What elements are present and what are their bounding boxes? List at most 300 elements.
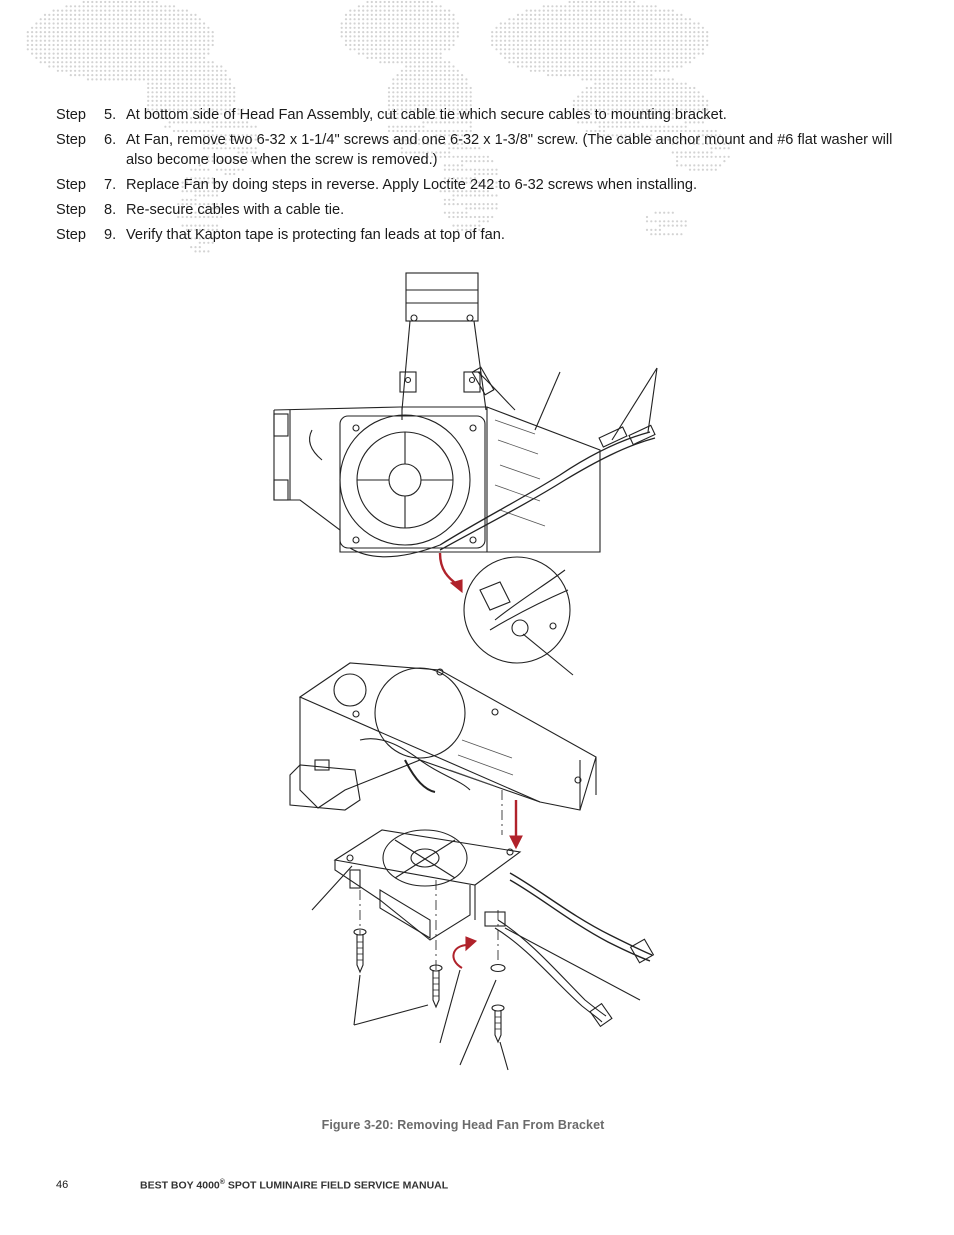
map-dot [586, 10, 588, 12]
map-dot [169, 87, 171, 89]
map-dot [130, 48, 132, 50]
map-dot [427, 83, 429, 85]
map-dot [569, 57, 571, 59]
map-dot [61, 22, 63, 24]
map-dot [164, 83, 166, 85]
map-dot [388, 18, 390, 20]
map-dot [427, 27, 429, 29]
map-dot [676, 96, 678, 98]
map-dot [134, 74, 136, 76]
map-dot [607, 65, 609, 67]
map-dot [100, 22, 102, 24]
map-dot [229, 96, 231, 98]
map-dot [130, 53, 132, 55]
map-dot [78, 74, 80, 76]
map-dot [194, 48, 196, 50]
map-dot [53, 35, 55, 37]
map-dot [581, 61, 583, 63]
map-dot [113, 48, 115, 50]
map-dot [500, 22, 502, 24]
map-dot [526, 18, 528, 20]
map-dot [203, 91, 205, 93]
map-dot [685, 83, 687, 85]
map-dot [392, 78, 394, 80]
map-dot [594, 83, 596, 85]
map-dot [177, 70, 179, 72]
map-dot [513, 57, 515, 59]
map-dot [366, 22, 368, 24]
map-dot [379, 53, 381, 55]
map-dot [113, 65, 115, 67]
map-dot [452, 91, 454, 93]
map-dot [113, 53, 115, 55]
map-dot [564, 70, 566, 72]
map-dot [57, 14, 59, 16]
map-dot [581, 27, 583, 29]
map-dot [435, 53, 437, 55]
map-dot [164, 14, 166, 16]
map-dot [397, 1, 399, 3]
map-dot [83, 10, 85, 12]
map-dot [620, 10, 622, 12]
map-dot [612, 5, 614, 7]
map-dot [698, 35, 700, 37]
map-dot [612, 14, 614, 16]
map-dot [388, 91, 390, 93]
map-dot [418, 48, 420, 50]
map-dot [87, 27, 89, 29]
map-dot [435, 18, 437, 20]
map-dot [31, 48, 33, 50]
map-dot [203, 78, 205, 80]
map-dot [427, 10, 429, 12]
map-dot [629, 14, 631, 16]
map-dot [113, 22, 115, 24]
map-dot [164, 48, 166, 50]
map-dot [624, 5, 626, 7]
map-dot [182, 48, 184, 50]
map-dot [74, 14, 76, 16]
map-dot [663, 53, 665, 55]
map-dot [564, 61, 566, 63]
map-dot [70, 44, 72, 46]
map-dot [160, 40, 162, 42]
map-dot [130, 18, 132, 20]
map-dot [130, 65, 132, 67]
map-dot [551, 74, 553, 76]
map-dot [538, 44, 540, 46]
map-dot [418, 31, 420, 33]
map-dot [57, 65, 59, 67]
map-dot [160, 65, 162, 67]
map-dot [96, 27, 98, 29]
map-dot [130, 40, 132, 42]
map-dot [104, 40, 106, 42]
map-dot [384, 40, 386, 42]
map-dot [44, 48, 46, 50]
map-dot [405, 14, 407, 16]
map-dot [409, 35, 411, 37]
map-dot [405, 40, 407, 42]
map-dot [169, 48, 171, 50]
map-dot [345, 14, 347, 16]
map-dot [560, 74, 562, 76]
map-dot [130, 61, 132, 63]
map-dot [100, 74, 102, 76]
map-dot [603, 57, 605, 59]
map-dot [569, 44, 571, 46]
map-dot [414, 1, 416, 3]
map-dot [233, 87, 235, 89]
map-dot [371, 35, 373, 37]
map-dot [607, 57, 609, 59]
map-dot [61, 10, 63, 12]
map-dot [130, 74, 132, 76]
map-dot [581, 18, 583, 20]
map-dot [452, 87, 454, 89]
map-dot [633, 78, 635, 80]
map-dot [203, 87, 205, 89]
map-dot [452, 18, 454, 20]
map-dot [345, 40, 347, 42]
map-dot [534, 53, 536, 55]
map-dot [388, 53, 390, 55]
map-dot [397, 57, 399, 59]
map-dot [422, 87, 424, 89]
map-dot [96, 57, 98, 59]
map-dot [676, 57, 678, 59]
map-dot [409, 70, 411, 72]
map-dot [504, 48, 506, 50]
map-dot [366, 5, 368, 7]
map-dot [48, 53, 50, 55]
map-dot [586, 65, 588, 67]
map-dot [530, 44, 532, 46]
map-dot [702, 27, 704, 29]
map-dot [70, 74, 72, 76]
map-dot [646, 35, 648, 37]
map-dot [607, 96, 609, 98]
map-dot [431, 65, 433, 67]
map-dot [543, 27, 545, 29]
map-dot [156, 10, 158, 12]
map-dot [194, 31, 196, 33]
map-dot [401, 96, 403, 98]
map-dot [452, 31, 454, 33]
map-dot [212, 87, 214, 89]
map-dot [143, 5, 145, 7]
map-dot [530, 14, 532, 16]
map-dot [164, 70, 166, 72]
map-dot [577, 35, 579, 37]
map-dot [495, 35, 497, 37]
map-dot [530, 27, 532, 29]
map-dot [603, 78, 605, 80]
map-dot [61, 61, 63, 63]
map-dot [517, 27, 519, 29]
map-dot [199, 250, 201, 252]
map-dot [698, 40, 700, 42]
map-dot [384, 10, 386, 12]
map-dot [659, 57, 661, 59]
map-dot [177, 53, 179, 55]
map-dot [422, 53, 424, 55]
map-dot [409, 100, 411, 102]
map-dot [513, 18, 515, 20]
map-dot [624, 53, 626, 55]
map-dot [543, 70, 545, 72]
map-dot [366, 48, 368, 50]
map-dot [581, 96, 583, 98]
map-dot [547, 35, 549, 37]
map-dot [414, 57, 416, 59]
map-dot [655, 91, 657, 93]
map-dot [577, 48, 579, 50]
map-dot [577, 57, 579, 59]
map-dot [435, 40, 437, 42]
map-dot [134, 44, 136, 46]
map-dot [139, 57, 141, 59]
map-dot [401, 5, 403, 7]
map-dot [620, 44, 622, 46]
map-dot [70, 57, 72, 59]
map-dot [405, 5, 407, 7]
map-dot [599, 74, 601, 76]
map-dot [147, 78, 149, 80]
map-dot [577, 22, 579, 24]
map-dot [422, 48, 424, 50]
map-dot [457, 74, 459, 76]
map-dot [629, 74, 631, 76]
map-dot [422, 14, 424, 16]
map-dot [164, 10, 166, 12]
map-dot [233, 100, 235, 102]
map-dot [418, 53, 420, 55]
map-dot [40, 57, 42, 59]
map-dot [156, 44, 158, 46]
map-dot [117, 44, 119, 46]
map-dot [203, 70, 205, 72]
map-dot [186, 18, 188, 20]
map-dot [680, 14, 682, 16]
map-dot [427, 40, 429, 42]
map-dot [169, 18, 171, 20]
map-dot [594, 61, 596, 63]
map-dot [392, 10, 394, 12]
map-dot [362, 18, 364, 20]
alignment-lines [360, 790, 502, 970]
map-dot [646, 96, 648, 98]
map-dot [427, 78, 429, 80]
map-dot [620, 100, 622, 102]
map-dot [521, 18, 523, 20]
map-dot [689, 31, 691, 33]
map-dot [646, 57, 648, 59]
map-dot [607, 100, 609, 102]
map-dot [629, 1, 631, 3]
map-dot [534, 57, 536, 59]
map-dot [440, 44, 442, 46]
map-dot [169, 31, 171, 33]
map-dot [401, 27, 403, 29]
bracket-exploded-view [290, 663, 596, 810]
map-dot [117, 57, 119, 59]
map-dot [177, 40, 179, 42]
map-dot [35, 53, 37, 55]
map-dot [547, 18, 549, 20]
map-dot [405, 10, 407, 12]
map-dot [538, 57, 540, 59]
map-dot [685, 61, 687, 63]
map-dot [139, 27, 141, 29]
map-dot [143, 31, 145, 33]
map-dot [186, 100, 188, 102]
map-dot [551, 61, 553, 63]
map-dot [689, 35, 691, 37]
map-dot [427, 22, 429, 24]
map-dot [435, 74, 437, 76]
map-dot [676, 31, 678, 33]
map-dot [637, 96, 639, 98]
map-dot [620, 65, 622, 67]
map-dot [586, 87, 588, 89]
map-dot [637, 53, 639, 55]
map-dot [586, 5, 588, 7]
map-dot [667, 44, 669, 46]
map-dot [642, 74, 644, 76]
map-dot [564, 53, 566, 55]
map-dot [620, 53, 622, 55]
map-dot [448, 31, 450, 33]
map-dot [444, 74, 446, 76]
map-dot [642, 70, 644, 72]
map-dot [508, 53, 510, 55]
map-dot [40, 35, 42, 37]
map-dot [689, 44, 691, 46]
map-dot [349, 27, 351, 29]
map-dot [113, 5, 115, 7]
map-dot [672, 57, 674, 59]
map-dot [504, 53, 506, 55]
map-dot [160, 10, 162, 12]
map-dot [616, 57, 618, 59]
map-dot [633, 18, 635, 20]
map-dot [427, 65, 429, 67]
map-dot [689, 57, 691, 59]
map-dot [448, 22, 450, 24]
map-dot [573, 48, 575, 50]
map-dot [160, 44, 162, 46]
map-dot [616, 48, 618, 50]
map-dot [190, 27, 192, 29]
map-dot [151, 22, 153, 24]
map-dot [620, 96, 622, 98]
map-dot [375, 1, 377, 3]
map-dot [620, 87, 622, 89]
map-dot [397, 5, 399, 7]
map-dot [362, 27, 364, 29]
map-dot [121, 31, 123, 33]
map-dot [642, 18, 644, 20]
map-dot [612, 96, 614, 98]
map-dot [427, 91, 429, 93]
map-dot [573, 35, 575, 37]
map-dot [392, 83, 394, 85]
map-dot [543, 10, 545, 12]
map-dot [182, 70, 184, 72]
map-dot [190, 74, 192, 76]
map-dot [633, 65, 635, 67]
map-dot [629, 61, 631, 63]
map-dot [538, 48, 540, 50]
map-dot [577, 18, 579, 20]
map-dot [117, 78, 119, 80]
map-dot [607, 87, 609, 89]
map-dot [680, 35, 682, 37]
map-dot [379, 35, 381, 37]
map-dot [431, 1, 433, 3]
map-dot [199, 44, 201, 46]
map-dot [689, 91, 691, 93]
map-dot [173, 27, 175, 29]
map-dot [435, 83, 437, 85]
map-dot [422, 5, 424, 7]
map-dot [534, 44, 536, 46]
map-dot [655, 70, 657, 72]
map-dot [186, 22, 188, 24]
map-dot [57, 53, 59, 55]
map-dot [633, 91, 635, 93]
map-dot [530, 57, 532, 59]
map-dot [607, 83, 609, 85]
map-dot [642, 44, 644, 46]
map-dot [655, 14, 657, 16]
map-dot [65, 14, 67, 16]
map-dot [577, 44, 579, 46]
map-dot [194, 74, 196, 76]
map-dot [121, 22, 123, 24]
map-dot [117, 48, 119, 50]
map-dot [91, 57, 93, 59]
map-dot [581, 70, 583, 72]
map-dot [448, 14, 450, 16]
map-dot [139, 14, 141, 16]
step-item [56, 131, 916, 170]
step-number: 6. [104, 132, 117, 148]
map-dot [435, 65, 437, 67]
map-dot [143, 22, 145, 24]
map-dot [624, 48, 626, 50]
map-dot [663, 14, 665, 16]
map-dot [173, 87, 175, 89]
map-dot [616, 31, 618, 33]
map-dot [581, 100, 583, 102]
map-dot [358, 14, 360, 16]
map-dot [186, 27, 188, 29]
map-dot [629, 40, 631, 42]
map-dot [517, 53, 519, 55]
map-dot [599, 61, 601, 63]
map-dot [117, 70, 119, 72]
map-dot [151, 61, 153, 63]
map-dot [414, 70, 416, 72]
map-dot [685, 48, 687, 50]
map-dot [358, 18, 360, 20]
map-dot [70, 61, 72, 63]
map-dot [126, 5, 128, 7]
map-dot [177, 18, 179, 20]
map-dot [444, 18, 446, 20]
